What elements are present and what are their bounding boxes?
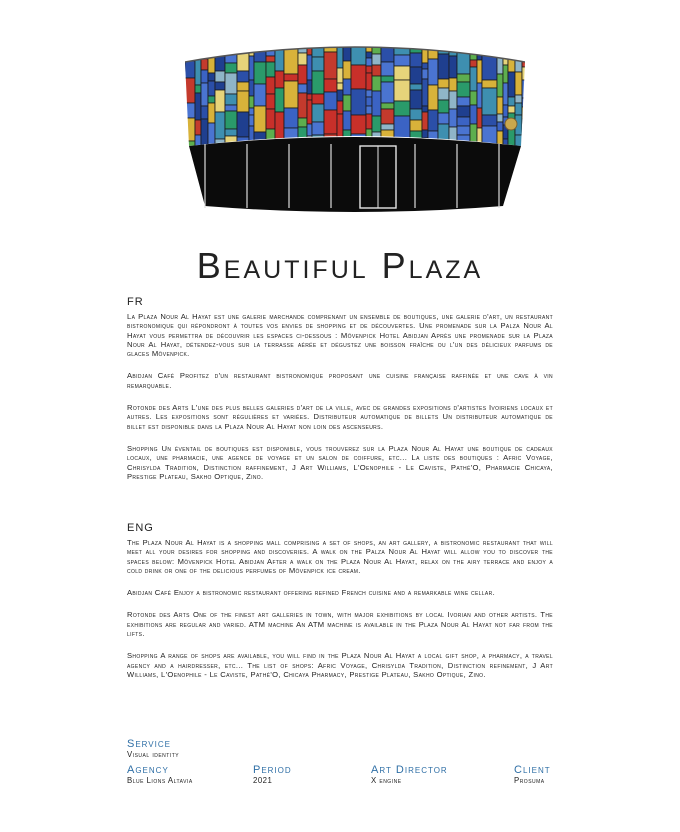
mosaic-tile (337, 90, 343, 101)
mosaic-tile (208, 96, 215, 103)
mosaic-tile (410, 53, 422, 67)
mosaic-tile (237, 71, 249, 82)
mosaic-tile (497, 114, 503, 122)
mosaic-tile (215, 42, 225, 56)
mosaic-tile (284, 49, 298, 74)
mosaic-tile (249, 80, 254, 96)
mosaic-tile (185, 61, 195, 78)
period-label: Period (253, 764, 292, 776)
mosaic-tile (482, 115, 497, 126)
mosaic-tile (497, 97, 503, 114)
mosaic-tile (422, 42, 428, 63)
mosaic-tile (457, 74, 470, 82)
mosaic-tile (394, 101, 410, 116)
mosaic-tile (508, 106, 515, 113)
mosaic-tile (410, 84, 422, 90)
mosaic-tile (438, 88, 449, 100)
mosaic-tile (324, 42, 337, 44)
mosaic-tile (503, 105, 508, 117)
mosaic-tile (215, 56, 225, 71)
mosaic-tile (372, 91, 381, 116)
mosaic-tile (324, 92, 337, 110)
mosaic-tile (312, 57, 324, 71)
mosaic-tile (438, 113, 449, 124)
mosaic-tile (195, 50, 201, 59)
mosaic-tile (422, 69, 428, 79)
section-lang-label: FR (127, 296, 144, 308)
mosaic-tile (422, 112, 428, 130)
mosaic-tile (237, 42, 249, 48)
mosaic-tile (208, 42, 215, 51)
mosaic-tile (225, 94, 237, 105)
mosaic-tile (266, 109, 275, 129)
mosaic-tile (508, 97, 515, 106)
mosaic-tile (438, 42, 449, 54)
mosaic-tile (410, 67, 422, 84)
mosaic-tile (343, 79, 351, 95)
mosaic-tile (201, 119, 208, 145)
mosaic-tile (381, 76, 394, 82)
mosaic-tile (522, 140, 525, 162)
mosaic-tile (343, 61, 351, 79)
mosaic-tile (449, 42, 457, 56)
agency-value: Blue Lions Altavia (127, 776, 193, 785)
agency-label: Agency (127, 764, 169, 776)
mosaic-tile (312, 42, 324, 57)
mosaic-tile (422, 79, 428, 106)
french-section (127, 296, 553, 494)
mosaic-tile (438, 100, 449, 113)
client-info (514, 764, 551, 786)
mosaic-tile (337, 46, 343, 68)
mosaic-tile (381, 82, 394, 103)
mosaic-tile (343, 95, 351, 111)
mosaic-tile (449, 78, 457, 91)
mosaic-tile (337, 114, 343, 137)
mosaic-tile (422, 63, 428, 69)
mosaic-tile (185, 42, 195, 50)
mosaic-tile (312, 104, 324, 122)
mosaic-tile (337, 42, 343, 46)
mosaic-tile (298, 53, 307, 65)
paragraph: The Plaza Nour Al Hayat is a shopping mall comprising a set of shops, an art gallery, a bistronomic restaurant that will meet all your desires for shopping and discoveries. A walk on the Palza Nour Al Hayat will allow you to discover the spaces below: Mövenpick Hotel Abidjan After a walk on the Plaza Nour Al Hayat, relax on the airy terrace and enjoy a cold drink or one of the delicious perfumes of Mövenpick ice cream. (127, 538, 553, 575)
mosaic-tile (254, 106, 266, 132)
art-director-label: Art Director (371, 764, 448, 776)
mosaic-tile (249, 108, 254, 115)
paragraph: Abidjan Café Profitez d'un restaurant bistronomique proposant une cuisine française raffinée et une cave à vin remarquable. (127, 371, 553, 390)
mosaic-tile (225, 111, 237, 129)
mosaic-tile (215, 112, 225, 139)
mosaic-tile (410, 42, 422, 45)
mosaic-tile (503, 42, 508, 50)
mosaic-tile (237, 91, 249, 112)
paragraph: Shopping A range of shops are available, you will find in the Plaza Nour Al Hayat a local gift shop, a pharmacy, a travel agency and a hairdresser, etc... The list of shops: Afric Voyage, Chrisylda Tradition, Distinction refinement, J Art Williams, L'Oenophile - Le Caviste, Pathé'O, Chicaya Pharmacy, Prestige Plateau, Sakho Optique, Zino. (127, 651, 553, 679)
mosaic-tile (522, 80, 525, 98)
mosaic-tile (515, 42, 522, 49)
mosaic-tile (438, 79, 449, 88)
mosaic-tile (366, 97, 372, 106)
mosaic-tile (457, 51, 470, 74)
service-info (127, 738, 179, 760)
mosaic-tile (372, 54, 381, 65)
mosaic-tile (208, 81, 215, 96)
mosaic-tile (381, 42, 394, 62)
mosaic-tile (366, 58, 372, 66)
mosaic-tile (201, 83, 208, 106)
mosaic-tile (366, 106, 372, 114)
mosaic-tile (195, 120, 201, 135)
mosaic-tile (215, 90, 225, 112)
mosaic-tile (497, 42, 503, 50)
mosaic-tile (428, 131, 438, 139)
mosaic-tile (366, 52, 372, 58)
mosaic-tile (457, 82, 470, 97)
mosaic-tile (410, 109, 422, 120)
mosaic-tile (298, 127, 307, 138)
mosaic-tile (237, 48, 249, 71)
mosaic-tile (351, 89, 366, 115)
mosaic-tile (201, 59, 208, 70)
mosaic-tile (351, 65, 366, 89)
mosaic-tile (372, 65, 381, 76)
paragraph: Rotonde des Arts L'une des plus belles galeries d'art de la ville, avec de grandes expositions d'artistes Ivoiriens locaux et autres. Les expositions sont régulières et variées. Distributeur automatique de billets Un distributeur automatique de billet est disponible dans la Plaza Nour Al Hayat non loin des ascenseurs. (127, 403, 553, 431)
mosaic-tile (522, 42, 525, 54)
period-value: 2021 (253, 776, 273, 785)
mosaic-tile (307, 94, 312, 100)
mosaic-tile (225, 50, 237, 63)
mosaic-tile (195, 85, 201, 93)
mosaic-tile (343, 111, 351, 130)
mosaic-tile (275, 42, 284, 48)
mosaic-tile (503, 83, 508, 105)
section-lang-label: ENG (127, 522, 154, 534)
mosaic-tile (312, 94, 324, 104)
mosaic-tile (208, 103, 215, 123)
mosaic-tile (266, 42, 275, 46)
mosaic-tile (298, 42, 307, 53)
art-director-info (371, 764, 448, 786)
paragraph: Shopping Un éventail de boutiques est disponible, vous trouverez sur la Plaza Nour Al Hayat une boutique de cadeaux locaux, une pharmacie, une agence de voyage et un salon de coiffure, etc... La liste des boutiques : Afric Voyage, Chrisylda Tradition, Distinction raffinement, J Art Williams, L'Oenophile - Le Caviste, Pathé'O, Pharmacie Chicaya, Prestige Plateau, Sakho Optique, Zino. (127, 443, 553, 481)
mosaic-tile (249, 56, 254, 80)
client-value: Prosuma (514, 776, 545, 785)
mosaic-tile (470, 91, 477, 105)
mosaic-tile (225, 63, 237, 73)
mosaic-tile (298, 93, 307, 118)
mosaic-tile (225, 73, 237, 94)
english-section (127, 522, 553, 692)
mosaic-tile (470, 60, 477, 67)
mosaic-tile (284, 108, 298, 128)
mosaic-tile (312, 122, 324, 135)
mosaic-tile (381, 109, 394, 124)
mosaic-tile (381, 103, 394, 109)
mosaic-tile (394, 80, 410, 101)
mosaic-tile (503, 50, 508, 65)
mosaic-tile (254, 42, 266, 47)
mosaic-tile (195, 42, 201, 50)
mosaic-tile (307, 55, 312, 80)
service-value: Visual identity (127, 750, 180, 759)
mosaic-tile (457, 42, 470, 51)
mosaic-tile (497, 50, 503, 74)
mosaic-tile (237, 112, 249, 137)
mosaic-tile (477, 60, 482, 83)
mosaic-tile (275, 48, 284, 71)
mosaic-tile (351, 115, 366, 134)
mosaic-tile (515, 72, 522, 95)
paragraph: Abidjan Café Enjoy a bistronomic restaurant offering refined French cuisine and a remarkable wine cellar. (127, 588, 496, 598)
mosaic-tile (324, 79, 337, 92)
mosaic-tile (266, 77, 275, 94)
plaza-building-image (185, 42, 525, 214)
mosaic-tile (449, 56, 457, 78)
mosaic-tile (254, 84, 266, 106)
mosaic-tile (457, 97, 470, 106)
mosaic-tile (372, 76, 381, 91)
mosaic-tile (307, 100, 312, 124)
mosaic-tile (482, 88, 497, 115)
mosaic-tile (381, 62, 394, 76)
mosaic-tile (185, 118, 195, 141)
mosaic-tile (298, 118, 307, 127)
mosaic-tile (428, 110, 438, 131)
mosaic-tile (307, 124, 312, 136)
mosaic-tile (249, 115, 254, 126)
mosaic-tile (482, 42, 497, 53)
mosaic-tile (249, 96, 254, 108)
mosaic-tile (394, 66, 410, 80)
mosaic-tile (477, 83, 482, 108)
paragraph: Rotonde des Arts One of the finest art galleries in town, with major exhibitions by local Ivorian and other artists. The exhibitions are regular and varied. ATM machine An ATM machine is available in the Plaza Nour Al Hayat not far from the lifts. (127, 610, 553, 639)
mosaic-tile (428, 59, 438, 85)
mosaic-tile (449, 109, 457, 127)
mosaic-tile (284, 74, 298, 81)
mosaic-tile (307, 80, 312, 94)
mosaic-tile (470, 105, 477, 124)
mosaic-tile (324, 52, 337, 79)
mosaic-tile (457, 106, 470, 117)
mosaic-tile (337, 101, 343, 114)
mosaic-tile (428, 85, 438, 110)
mosaic-tile (394, 55, 410, 66)
mosaic-tile (422, 106, 428, 112)
mosaic-tile (503, 65, 508, 83)
mosaic-tile (225, 42, 237, 50)
mosaic-tile (372, 116, 381, 132)
mosaic-tile (324, 110, 337, 134)
mosaic-tile (522, 54, 525, 67)
service-label: Service (127, 738, 171, 750)
mosaic-tile (522, 67, 525, 80)
mosaic-tile (185, 103, 195, 118)
mosaic-tile (254, 62, 266, 84)
mosaic-tile (185, 78, 195, 103)
mosaic-tile (366, 73, 372, 90)
mosaic-tile (522, 119, 525, 140)
mosaic-tile (275, 88, 284, 112)
agency-info (127, 764, 193, 786)
mosaic-tile (522, 107, 525, 119)
mosaic-tile (457, 126, 470, 135)
mosaic-tile (381, 124, 394, 130)
mosaic-facade-illustration (185, 42, 525, 214)
mosaic-tile (482, 80, 497, 88)
mosaic-tile (497, 74, 503, 97)
mosaic-tile (457, 117, 470, 126)
mosaic-tile (410, 120, 422, 131)
mosaic-tile (254, 47, 266, 62)
mosaic-tile (195, 59, 201, 85)
mosaic-tile (215, 82, 225, 90)
client-label: Client (514, 764, 551, 776)
mosaic-tile (275, 71, 284, 88)
paragraph: La Plaza Nour Al Hayat est une galerie marchande comprenant un ensemble de boutiques, une galerie d'art, un restaurant bistronomique qui répondront à toutes vos envies de shopping et de découvertes. Une promenade sur la Palza Nour Al Hayat vous permettra de découvrir les espaces ci-dessous : Mövenpick Hotel Abidjan Après une promenade sur la Plaza Nour Al Hayat, détendez-vous sur la terrasse aérée et dégustez une boisson fraîche ou l'un des délicieux parfums de glaces Mövenpick. (127, 312, 553, 359)
mosaic-tile (266, 62, 275, 77)
mosaic-tile (201, 42, 208, 59)
mosaic-tile (351, 42, 366, 65)
mosaic-tile (208, 51, 215, 73)
mosaic-tile (237, 82, 249, 91)
mosaic-tile (477, 42, 482, 60)
mosaic-tile (225, 129, 237, 136)
mosaic-tile (470, 42, 477, 47)
mosaic-tile (208, 73, 215, 81)
mosaic-tile (410, 90, 422, 109)
mosaic-tile (394, 116, 410, 139)
mosaic-tile (343, 42, 351, 43)
page-title: Beautiful Plaza (196, 245, 484, 286)
mosaic-tile (195, 93, 201, 120)
mosaic-tile (201, 70, 208, 83)
mosaic-tile (366, 90, 372, 97)
mosaic-tile (275, 112, 284, 139)
mosaic-tile (508, 42, 515, 58)
mosaic-tile (249, 42, 254, 56)
mosaic-tile (497, 122, 503, 131)
mosaic-tile (422, 130, 428, 138)
mosaic-tile (337, 68, 343, 83)
mosaic-tile (215, 71, 225, 82)
mosaic-tile (477, 108, 482, 128)
mosaic-tile (201, 106, 208, 119)
mosaic-tile (337, 83, 343, 90)
art-director-value: X engine (371, 776, 402, 785)
mosaic-tile (449, 91, 457, 109)
mosaic-tile (266, 56, 275, 62)
mosaic-tile (312, 71, 324, 94)
mosaic-tile (366, 114, 372, 129)
mosaic-tile (298, 84, 307, 93)
mosaic-tile (438, 54, 449, 79)
mosaic-tile (366, 66, 372, 73)
mosaic-tile (185, 50, 195, 61)
mosaic-tile (266, 94, 275, 109)
mosaic-tile (515, 103, 522, 115)
mosaic-tile (508, 72, 515, 97)
mosaic-tile (470, 67, 477, 91)
mosaic-tile (515, 95, 522, 103)
mosaic-tile (522, 98, 525, 107)
mosaic-tile (298, 65, 307, 84)
mosaic-tile (284, 81, 298, 108)
mosaic-tile (284, 42, 298, 49)
mosaic-tile (225, 105, 237, 111)
mosaic-tile (343, 43, 351, 61)
period-info (253, 764, 292, 786)
